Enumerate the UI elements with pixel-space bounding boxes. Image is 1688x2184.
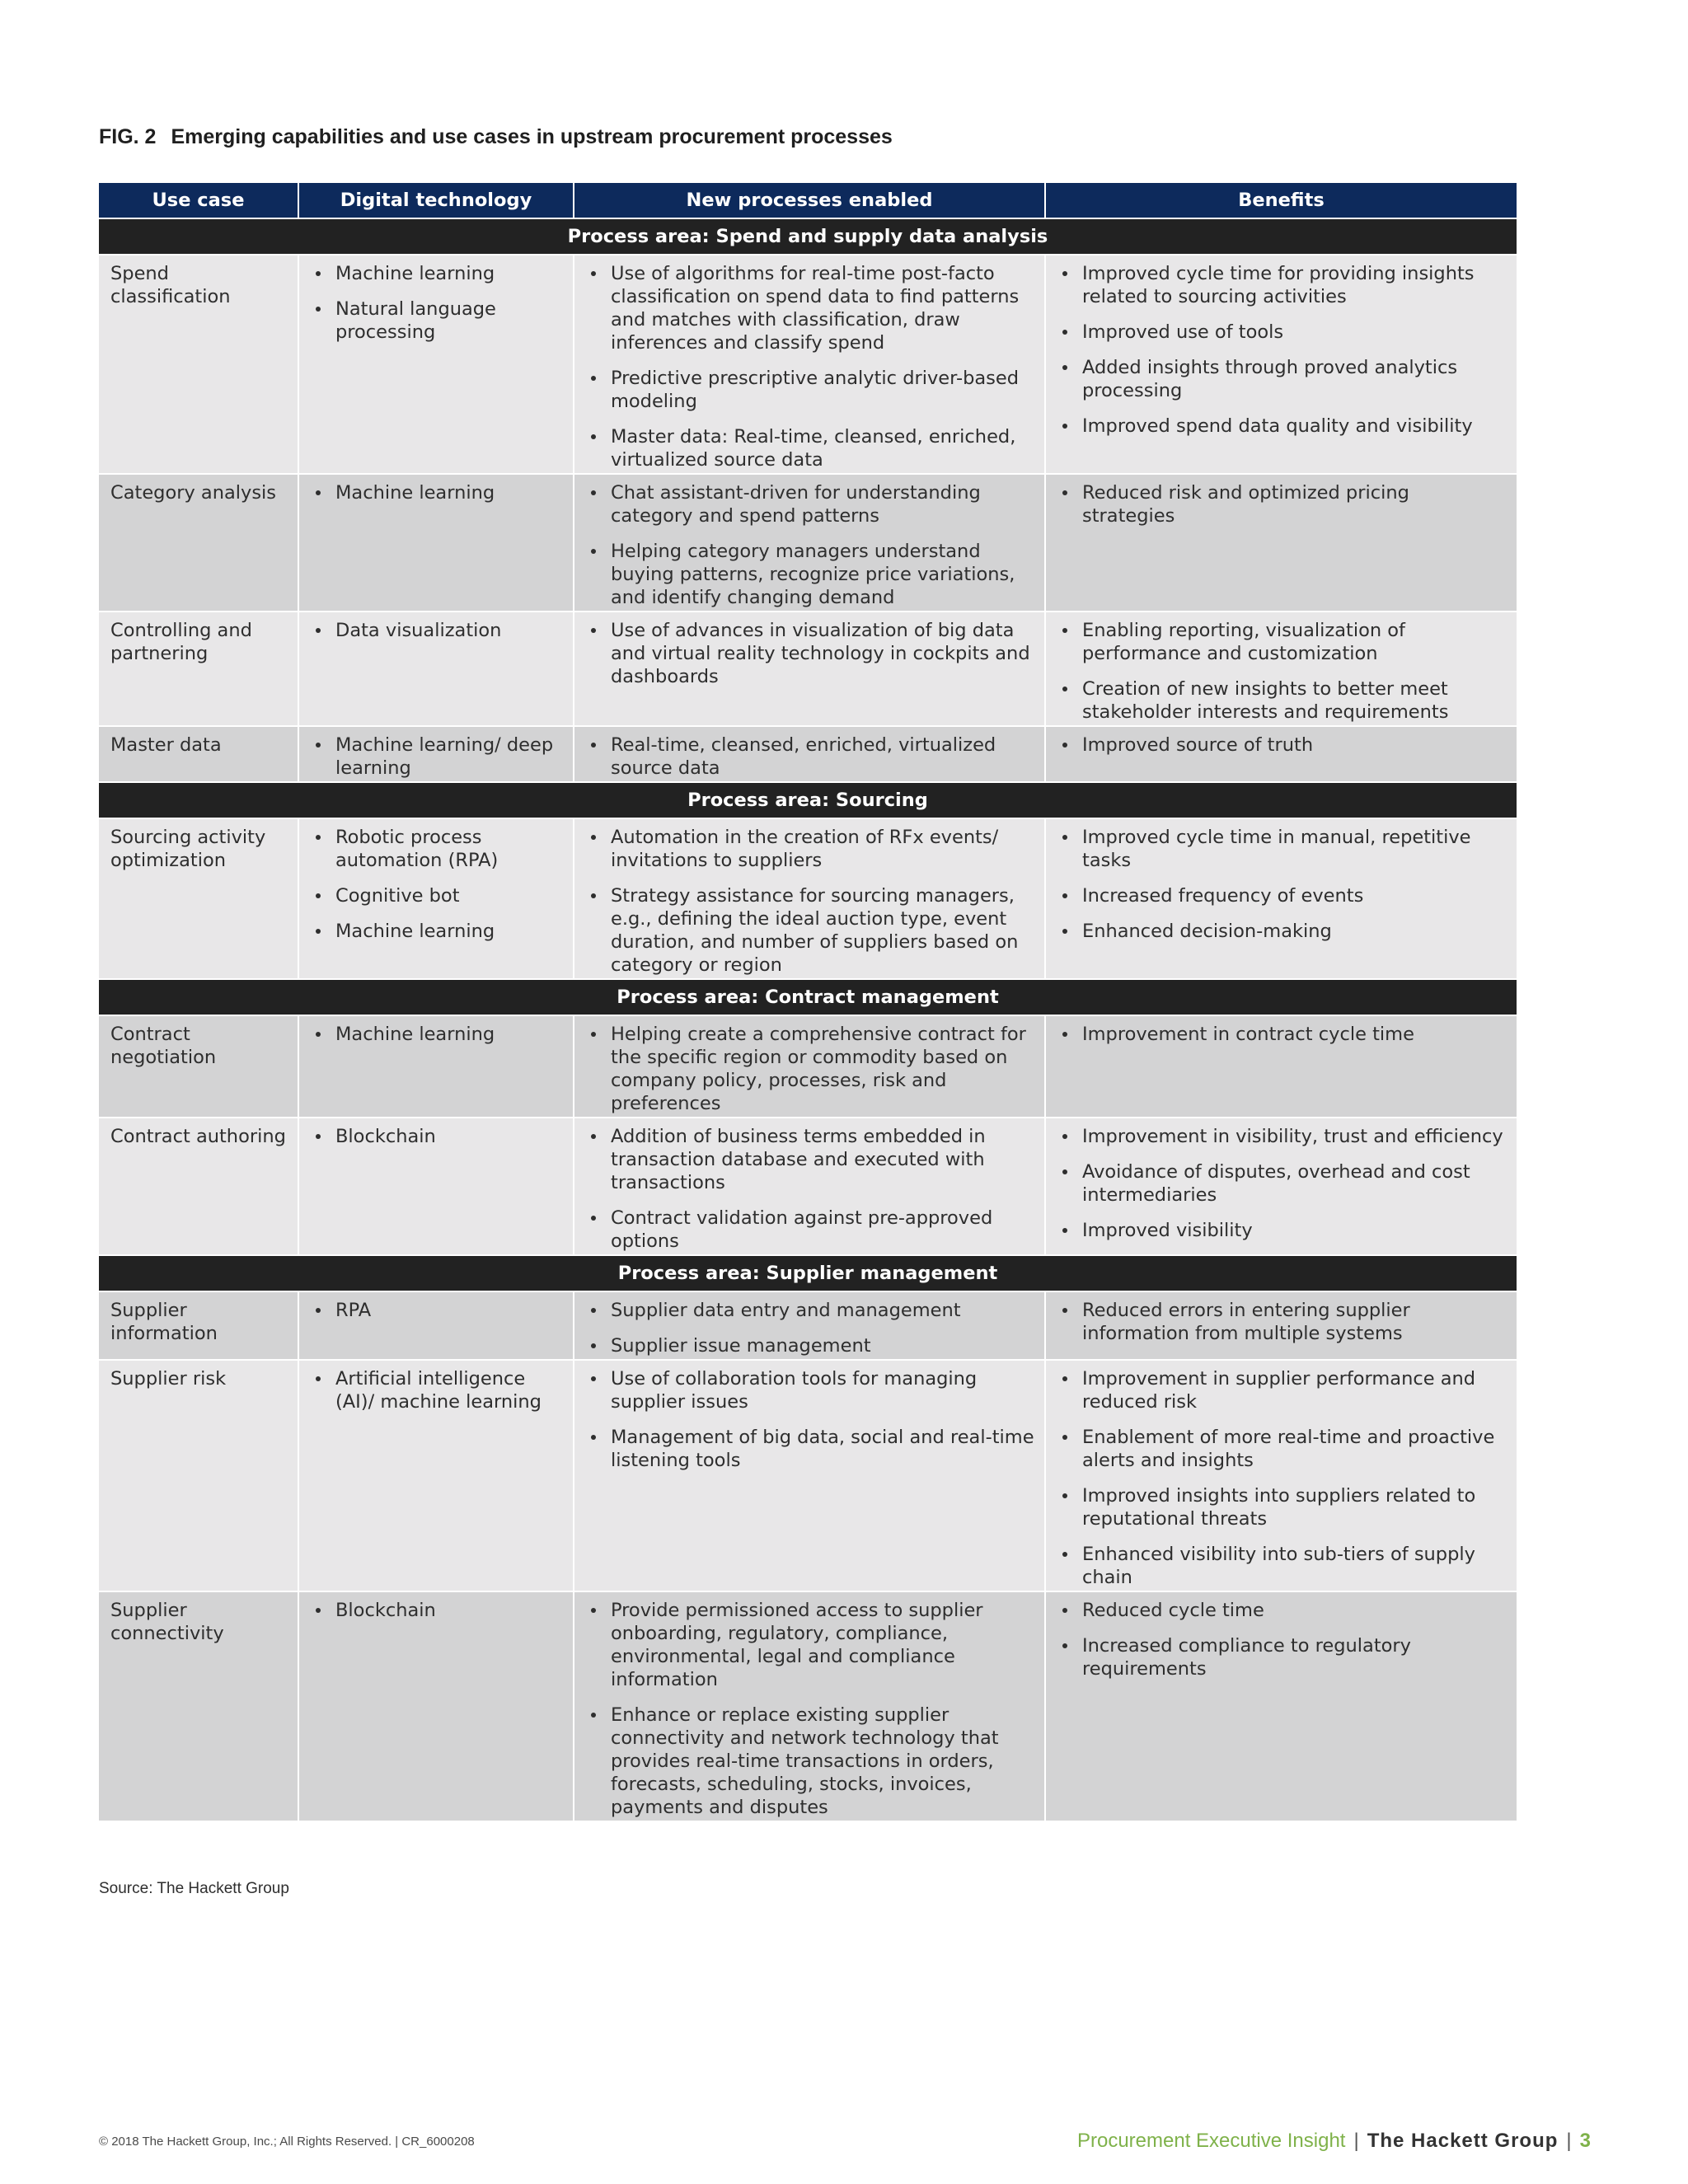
- technology-item: Machine learning: [311, 262, 563, 285]
- process-item: Helping category managers understand buying patterns, recognize price variations, and identify changing demand: [586, 540, 1034, 609]
- benefit-item: Improvement in supplier performance and reduced risk: [1057, 1367, 1507, 1413]
- table-row: [99, 1015, 1517, 1118]
- process-item: Provide permissioned access to supplier onboarding, regulatory, compliance, environmental, legal and compliance information: [586, 1599, 1034, 1691]
- benefits-list: [1057, 481, 1507, 527]
- benefit-item: Improved visibility: [1057, 1219, 1507, 1242]
- copyright: © 2018 The Hackett Group, Inc.; All Rights Reserved. | CR_6000208: [99, 2135, 475, 2149]
- technology-cell: [298, 1360, 574, 1591]
- processes-cell: [574, 474, 1045, 612]
- technology-cell: [298, 818, 574, 979]
- benefit-item: Improvement in contract cycle time: [1057, 1023, 1507, 1046]
- processes-cell: [574, 612, 1045, 726]
- benefits-cell: [1045, 1291, 1517, 1360]
- technology-list: [311, 481, 563, 504]
- technology-cell: [298, 1291, 574, 1360]
- table-row: [99, 612, 1517, 726]
- process-area-title: Process area: Sourcing: [99, 782, 1517, 818]
- technology-list: [311, 733, 563, 780]
- benefits-cell: [1045, 818, 1517, 979]
- use-case-table: [99, 183, 1517, 1821]
- benefits-list: [1057, 1023, 1507, 1046]
- process-item: Automation in the creation of RFx events/ invitations to suppliers: [586, 826, 1034, 872]
- technology-item: Machine learning/ deep learning: [311, 733, 563, 780]
- process-area-row: [99, 218, 1517, 255]
- process-item: Management of big data, social and real-time listening tools: [586, 1426, 1034, 1472]
- technology-item: Data visualization: [311, 619, 563, 642]
- benefits-list: [1057, 619, 1507, 724]
- figure-number: FIG. 2: [99, 125, 157, 148]
- processes-list: [586, 1599, 1034, 1819]
- technology-cell: [298, 726, 574, 782]
- benefits-list: [1057, 1599, 1507, 1680]
- use-case-cell: Supplier information: [99, 1291, 298, 1360]
- process-item: Helping create a comprehensive contract for the specific region or commodity based on company policy, processes, risk and preferences: [586, 1023, 1034, 1115]
- technology-list: [311, 1299, 563, 1322]
- technology-list: [311, 1599, 563, 1622]
- table-row: [99, 474, 1517, 612]
- benefit-item: Enhanced visibility into sub-tiers of supply chain: [1057, 1543, 1507, 1589]
- benefit-item: Reduced cycle time: [1057, 1599, 1507, 1622]
- benefit-item: Improved cycle time in manual, repetitive tasks: [1057, 826, 1507, 872]
- use-case-cell: Sourcing activity optimization: [99, 818, 298, 979]
- processes-cell: [574, 255, 1045, 474]
- benefits-list: [1057, 826, 1507, 943]
- technology-item: Machine learning: [311, 1023, 563, 1046]
- technology-list: [311, 1125, 563, 1148]
- brand-name: The Hackett Group: [1367, 2130, 1559, 2152]
- technology-list: [311, 262, 563, 344]
- benefit-item: Reduced risk and optimized pricing strategies: [1057, 481, 1507, 527]
- processes-cell: [574, 726, 1045, 782]
- technology-item: Machine learning: [311, 920, 563, 943]
- benefits-cell: [1045, 1015, 1517, 1118]
- technology-cell: [298, 1591, 574, 1821]
- benefit-item: Improved source of truth: [1057, 733, 1507, 757]
- benefits-cell: [1045, 612, 1517, 726]
- process-item: Supplier data entry and management: [586, 1299, 1034, 1322]
- benefit-item: Improved use of tools: [1057, 321, 1507, 344]
- use-case-cell: Supplier connectivity: [99, 1591, 298, 1821]
- benefit-item: Increased compliance to regulatory requirements: [1057, 1634, 1507, 1680]
- benefits-list: [1057, 1299, 1507, 1345]
- table-body: [99, 218, 1517, 1821]
- benefit-item: Improved spend data quality and visibility: [1057, 415, 1507, 438]
- benefit-item: Creation of new insights to better meet stakeholder interests and requirements: [1057, 677, 1507, 724]
- benefit-item: Improved insights into suppliers related to reputational threats: [1057, 1484, 1507, 1530]
- technology-cell: [298, 255, 574, 474]
- benefit-item: Enhanced decision-making: [1057, 920, 1507, 943]
- figure-title: [99, 125, 893, 149]
- use-case-cell: Master data: [99, 726, 298, 782]
- processes-cell: [574, 1360, 1045, 1591]
- use-case-cell: Contract negotiation: [99, 1015, 298, 1118]
- benefit-item: Enabling reporting, visualization of performance and customization: [1057, 619, 1507, 665]
- processes-cell: [574, 1118, 1045, 1255]
- footer-separator: |: [1566, 2130, 1572, 2152]
- process-area-title: Process area: Spend and supply data analysis: [99, 218, 1517, 255]
- table-row: [99, 818, 1517, 979]
- technology-item: RPA: [311, 1299, 563, 1322]
- processes-cell: [574, 1591, 1045, 1821]
- benefit-item: Added insights through proved analytics processing: [1057, 356, 1507, 402]
- process-area-row: [99, 979, 1517, 1015]
- use-case-cell: Contract authoring: [99, 1118, 298, 1255]
- benefit-item: Reduced errors in entering supplier information from multiple systems: [1057, 1299, 1507, 1345]
- column-header-use-case: Use case: [99, 183, 298, 218]
- processes-cell: [574, 1015, 1045, 1118]
- benefits-cell: [1045, 255, 1517, 474]
- technology-list: [311, 826, 563, 943]
- footer-publication: [1077, 2130, 1591, 2153]
- technology-cell: [298, 1118, 574, 1255]
- benefits-cell: [1045, 474, 1517, 612]
- process-item: Addition of business terms embedded in transaction database and executed with transactions: [586, 1125, 1034, 1194]
- table-row: [99, 1591, 1517, 1821]
- processes-list: [586, 1299, 1034, 1357]
- benefits-cell: [1045, 1360, 1517, 1591]
- process-item: Real-time, cleansed, enriched, virtualized source data: [586, 733, 1034, 780]
- technology-cell: [298, 612, 574, 726]
- table-row: [99, 726, 1517, 782]
- technology-item: Robotic process automation (RPA): [311, 826, 563, 872]
- processes-list: [586, 733, 1034, 780]
- use-case-cell: Category analysis: [99, 474, 298, 612]
- process-item: Supplier issue management: [586, 1334, 1034, 1357]
- table-row: [99, 1360, 1517, 1591]
- technology-item: Blockchain: [311, 1125, 563, 1148]
- figure-title-text: Emerging capabilities and use cases in upstream procurement processes: [171, 125, 893, 148]
- source-note: Source: The Hackett Group: [99, 1880, 289, 1897]
- process-area-title: Process area: Contract management: [99, 979, 1517, 1015]
- benefits-list: [1057, 1367, 1507, 1589]
- process-item: Master data: Real-time, cleansed, enriched, virtualized source data: [586, 425, 1034, 471]
- processes-list: [586, 1125, 1034, 1253]
- process-item: Chat assistant-driven for understanding category and spend patterns: [586, 481, 1034, 527]
- technology-list: [311, 1023, 563, 1046]
- process-item: Enhance or replace existing supplier connectivity and network technology that provides real-time transactions in orders, forecasts, scheduling, stocks, invoices, payments and disputes: [586, 1704, 1034, 1819]
- process-area-title: Process area: Supplier management: [99, 1255, 1517, 1291]
- benefits-cell: [1045, 1591, 1517, 1821]
- technology-list: [311, 1367, 563, 1413]
- benefit-item: Enablement of more real-time and proactive alerts and insights: [1057, 1426, 1507, 1472]
- technology-item: Natural language processing: [311, 298, 563, 344]
- processes-list: [586, 262, 1034, 471]
- use-case-cell: Controlling and partnering: [99, 612, 298, 726]
- technology-item: Machine learning: [311, 481, 563, 504]
- use-case-cell: Supplier risk: [99, 1360, 298, 1591]
- column-header-digital-technology: Digital technology: [298, 183, 574, 218]
- technology-item: Artificial intelligence (AI)/ machine learning: [311, 1367, 563, 1413]
- table-row: [99, 255, 1517, 474]
- benefit-item: Increased frequency of events: [1057, 884, 1507, 907]
- processes-cell: [574, 818, 1045, 979]
- process-item: Use of algorithms for real-time post-facto classification on spend data to find patterns and matches with classification, draw inferences and classify spend: [586, 262, 1034, 354]
- technology-list: [311, 619, 563, 642]
- processes-list: [586, 1367, 1034, 1472]
- benefits-list: [1057, 733, 1507, 757]
- processes-cell: [574, 1291, 1045, 1360]
- benefits-list: [1057, 262, 1507, 438]
- processes-list: [586, 1023, 1034, 1115]
- column-header-new-processes: New processes enabled: [574, 183, 1045, 218]
- benefits-cell: [1045, 726, 1517, 782]
- processes-list: [586, 619, 1034, 688]
- table-row: [99, 1118, 1517, 1255]
- process-item: Predictive prescriptive analytic driver-based modeling: [586, 367, 1034, 413]
- table-row: [99, 1291, 1517, 1360]
- use-case-cell: Spend classification: [99, 255, 298, 474]
- technology-item: Cognitive bot: [311, 884, 563, 907]
- process-area-row: [99, 1255, 1517, 1291]
- process-item: Use of advances in visualization of big data and virtual reality technology in cockpits and dashboards: [586, 619, 1034, 688]
- processes-list: [586, 481, 1034, 609]
- process-item: Strategy assistance for sourcing managers, e.g., defining the ideal auction type, event duration, and number of suppliers based on category or region: [586, 884, 1034, 977]
- benefits-list: [1057, 1125, 1507, 1242]
- column-header-benefits: Benefits: [1045, 183, 1517, 218]
- footer-separator: |: [1353, 2130, 1359, 2152]
- process-item: Contract validation against pre-approved options: [586, 1207, 1034, 1253]
- benefit-item: Avoidance of disputes, overhead and cost intermediaries: [1057, 1160, 1507, 1207]
- technology-cell: [298, 1015, 574, 1118]
- benefits-cell: [1045, 1118, 1517, 1255]
- process-item: Use of collaboration tools for managing supplier issues: [586, 1367, 1034, 1413]
- technology-item: Blockchain: [311, 1599, 563, 1622]
- benefit-item: Improved cycle time for providing insights related to sourcing activities: [1057, 262, 1507, 308]
- table-header-row: [99, 183, 1517, 218]
- processes-list: [586, 826, 1034, 977]
- process-area-row: [99, 782, 1517, 818]
- page-number: 3: [1579, 2130, 1591, 2152]
- technology-cell: [298, 474, 574, 612]
- benefit-item: Improvement in visibility, trust and efficiency: [1057, 1125, 1507, 1148]
- publication-name: Procurement Executive Insight: [1076, 2130, 1346, 2152]
